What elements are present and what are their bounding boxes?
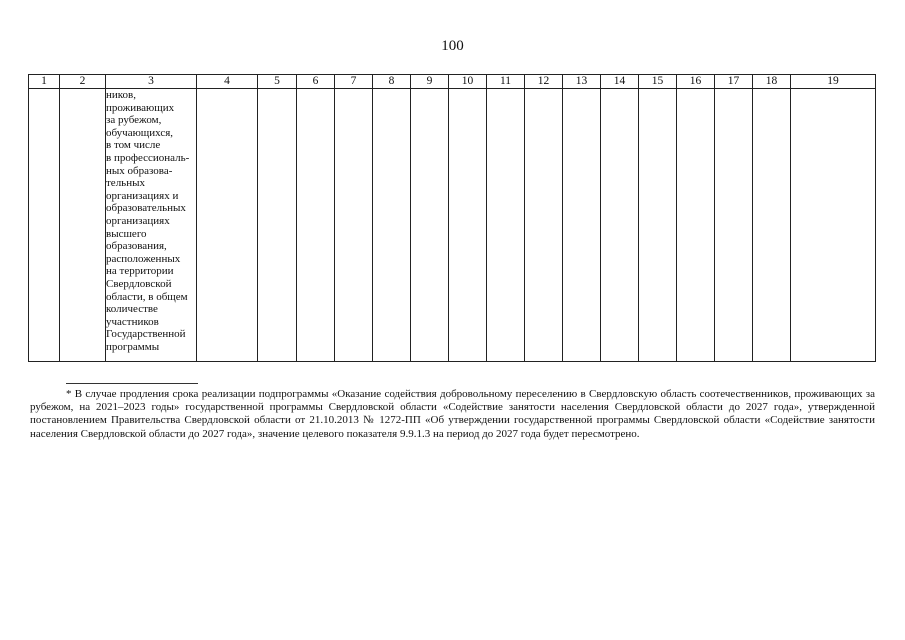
column-header: 12	[525, 75, 563, 89]
table-cell-5	[258, 89, 297, 362]
column-header: 7	[335, 75, 373, 89]
cell-text-line: в том числе	[106, 139, 161, 152]
column-header: 10	[449, 75, 487, 89]
data-table	[28, 74, 876, 362]
table-cell-11	[487, 89, 525, 362]
page-number: 100	[441, 38, 464, 54]
table-cell-1	[29, 89, 60, 362]
cell-text-line: ников,	[106, 89, 137, 101]
cell-text-line: количестве	[106, 303, 158, 316]
cell-text-line: обучающихся,	[106, 126, 174, 139]
column-header: 17	[715, 75, 753, 89]
cell-text-line: высшего	[106, 227, 147, 240]
column-header: 3	[106, 75, 197, 89]
cell-text-line: проживающих	[106, 101, 175, 114]
table-cell-16	[677, 89, 715, 362]
table-cell-8	[373, 89, 411, 362]
cell-text-line: образовательных	[106, 202, 186, 215]
table-cell-19	[791, 89, 876, 362]
table-cell-14	[601, 89, 639, 362]
table-cell-9	[411, 89, 449, 362]
column-header: 6	[297, 75, 335, 89]
table-cell-12	[525, 89, 563, 362]
cell-text-line: в профессиональ-	[106, 151, 190, 164]
cell-text-line: участников	[106, 315, 159, 328]
table-row	[29, 89, 876, 362]
column-header: 16	[677, 75, 715, 89]
column-header: 5	[258, 75, 297, 89]
column-header: 14	[601, 75, 639, 89]
column-header: 9	[411, 75, 449, 89]
column-header: 19	[791, 75, 876, 89]
table-cell-2	[60, 89, 106, 362]
cell-text-line: образования,	[106, 240, 167, 253]
cell-text-line: программы	[106, 340, 160, 353]
column-header: 2	[60, 75, 106, 89]
column-header: 18	[753, 75, 791, 89]
cell-text-line: за рубежом,	[106, 114, 162, 127]
cell-text-line: расположенных	[106, 252, 181, 265]
table-cell-15	[639, 89, 677, 362]
table-cell-13	[563, 89, 601, 362]
footnote-separator	[66, 383, 198, 384]
cell-text-line: Государственной	[106, 328, 186, 341]
cell-text-line: тельных	[106, 177, 145, 190]
column-header: 13	[563, 75, 601, 89]
column-header: 4	[197, 75, 258, 89]
cell-text-line: ных образова-	[106, 164, 173, 177]
column-header: 15	[639, 75, 677, 89]
footnote-text: * В случае продления срока реализации подпрограммы «Оказание содействия добровольному переселению в Свердловскую область соотечественников, проживающих за рубежом, на 2021–2023 годы» государственной программы Свердловской области «Содействие занятости населения Свердловской области до 2027 года», утвержденной постановлением Правительства Свердловской области от 21.10.2013 № 1272-ПП «Об утверждении государственной программы Свердловской области «Содействие занятости населения Свердловской области до 2027 года», значение целевого показателя 9.9.1.3 на период до 2027 года будет пересмотрено.	[30, 388, 875, 440]
table-cell-7	[335, 89, 373, 362]
table-cell-10	[449, 89, 487, 362]
indicator-name-cell	[106, 89, 197, 362]
table-cell-18	[753, 89, 791, 362]
column-header: 11	[487, 75, 525, 89]
column-header: 1	[29, 75, 60, 89]
table-cell-6	[297, 89, 335, 362]
table-header-row	[29, 75, 876, 89]
table-cell-4	[197, 89, 258, 362]
cell-text-line: на территории	[106, 265, 174, 278]
table-cell-17	[715, 89, 753, 362]
cell-text-line: организациях	[106, 214, 170, 227]
column-header: 8	[373, 75, 411, 89]
cell-text-line: области, в общем	[106, 290, 188, 303]
cell-text-line: организациях и	[106, 189, 179, 202]
cell-text-line: Свердловской	[106, 277, 172, 290]
